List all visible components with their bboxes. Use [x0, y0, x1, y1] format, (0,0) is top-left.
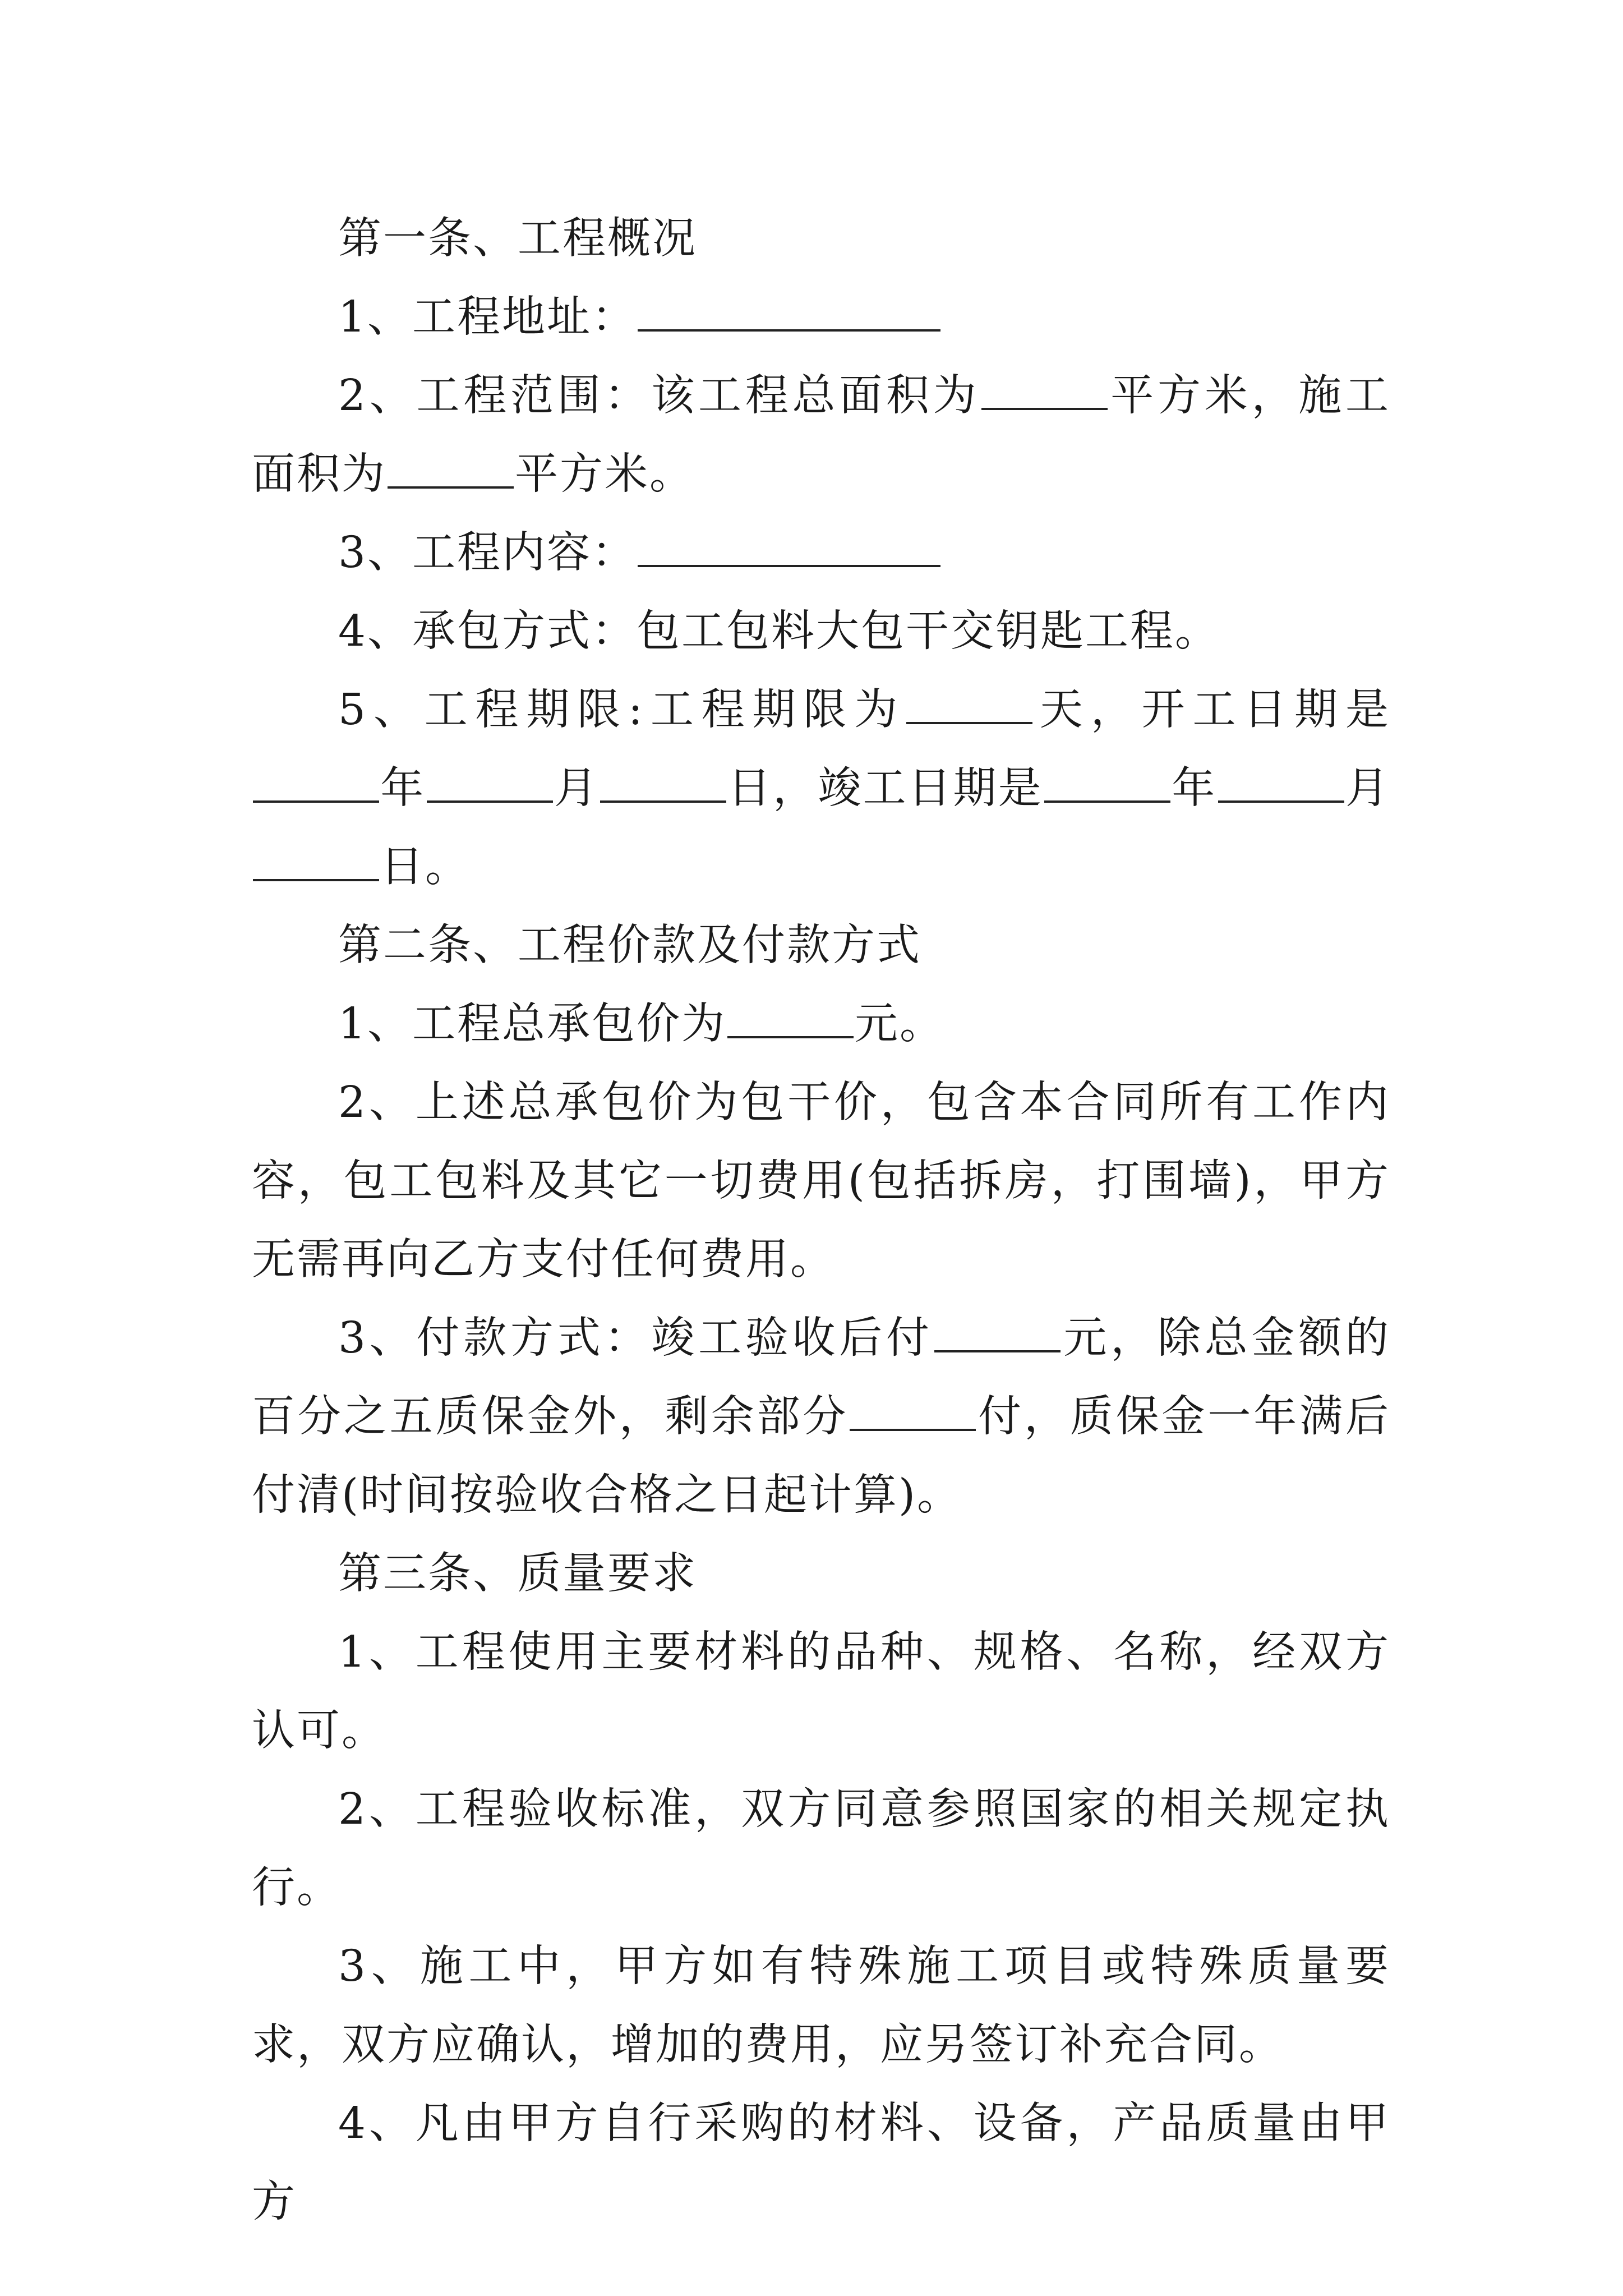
clause-3-1: 1、工程使用主要材料的品种、规格、名称，经双方认可。 [252, 1627, 1390, 1756]
clause-text: 2、工程范围：该工程总面积为 [338, 371, 980, 421]
clause-3-2: 2、工程验收标准，双方同意参照国家的相关规定执行。 [252, 1784, 1390, 1913]
clause-text: 3、工程内容： [338, 528, 637, 578]
fill-blank[interactable] [253, 761, 379, 803]
clause-1-5 [252, 671, 1390, 907]
clause-1-4: 4、承包方式：包工包料大包干交钥匙工程。 [338, 606, 1220, 656]
clause-text: 日。 [380, 842, 470, 892]
fill-blank[interactable] [727, 997, 854, 1038]
clause-text: 元，除总金额的百分之五质保金外，剩余部分 [252, 1313, 1390, 1442]
fill-blank[interactable] [638, 290, 940, 332]
clause-text: 平方米，施工面积为 [252, 371, 1390, 499]
clause-text: 月 [554, 763, 600, 813]
clause-text: 5、工程期限:工程期限为 [338, 685, 906, 735]
clause-1-1 [252, 278, 1390, 357]
fill-blank[interactable] [850, 1389, 976, 1431]
clause-text: 月 [1345, 763, 1391, 813]
clause-text: 年 [380, 763, 426, 813]
clause-text: 3、付款方式：竣工验收后付 [338, 1313, 933, 1363]
clause-text: 天，开工日期是 [1034, 685, 1390, 735]
clause-text: 1、工程总承包价为 [338, 999, 726, 1049]
clause-1-3 [252, 514, 1390, 592]
document-body [252, 200, 1390, 2242]
clause-text: 年 [1172, 763, 1217, 813]
fill-blank[interactable] [253, 840, 379, 881]
clause-2-3 [252, 1299, 1390, 1535]
clause-text: 日，竣工日期是 [727, 763, 1044, 813]
fill-blank[interactable] [427, 761, 553, 803]
section-heading: 第一条、工程概况 [338, 214, 697, 264]
fill-blank[interactable] [981, 369, 1108, 410]
fill-blank[interactable] [600, 761, 726, 803]
fill-blank[interactable] [1218, 761, 1344, 803]
clause-text: 1、工程地址： [338, 292, 637, 342]
clause-1-2 [252, 357, 1390, 514]
clause-3-3: 3、施工中，甲方如有特殊施工项目或特殊质量要求，双方应确认，增加的费用，应另签订补充合同。 [252, 1941, 1390, 2070]
section-heading: 第二条、工程价款及付款方式 [338, 921, 921, 970]
fill-blank[interactable] [1044, 761, 1170, 803]
clause-3-4: 4、凡由甲方自行采购的材料、设备，产品质量由甲方 [252, 2099, 1390, 2227]
clause-text: 元。 [855, 999, 944, 1049]
fill-blank[interactable] [638, 526, 940, 567]
fill-blank[interactable] [906, 683, 1032, 724]
clause-text: 付，质保金一年满后付清(时间按验收合格之日起计算)。 [252, 1392, 1391, 1520]
clause-text: 平方米。 [515, 449, 694, 499]
fill-blank[interactable] [388, 447, 514, 489]
fill-blank[interactable] [934, 1311, 1061, 1352]
section-heading: 第三条、质量要求 [338, 1549, 697, 1599]
clause-2-2: 2、上述总承包价为包干价，包含本合同所有工作内容，包工包料及其它一切费用(包括拆房，打围墙)，甲方无需再向乙方支付任何费用。 [252, 1078, 1390, 1285]
clause-2-1 [252, 985, 1390, 1064]
